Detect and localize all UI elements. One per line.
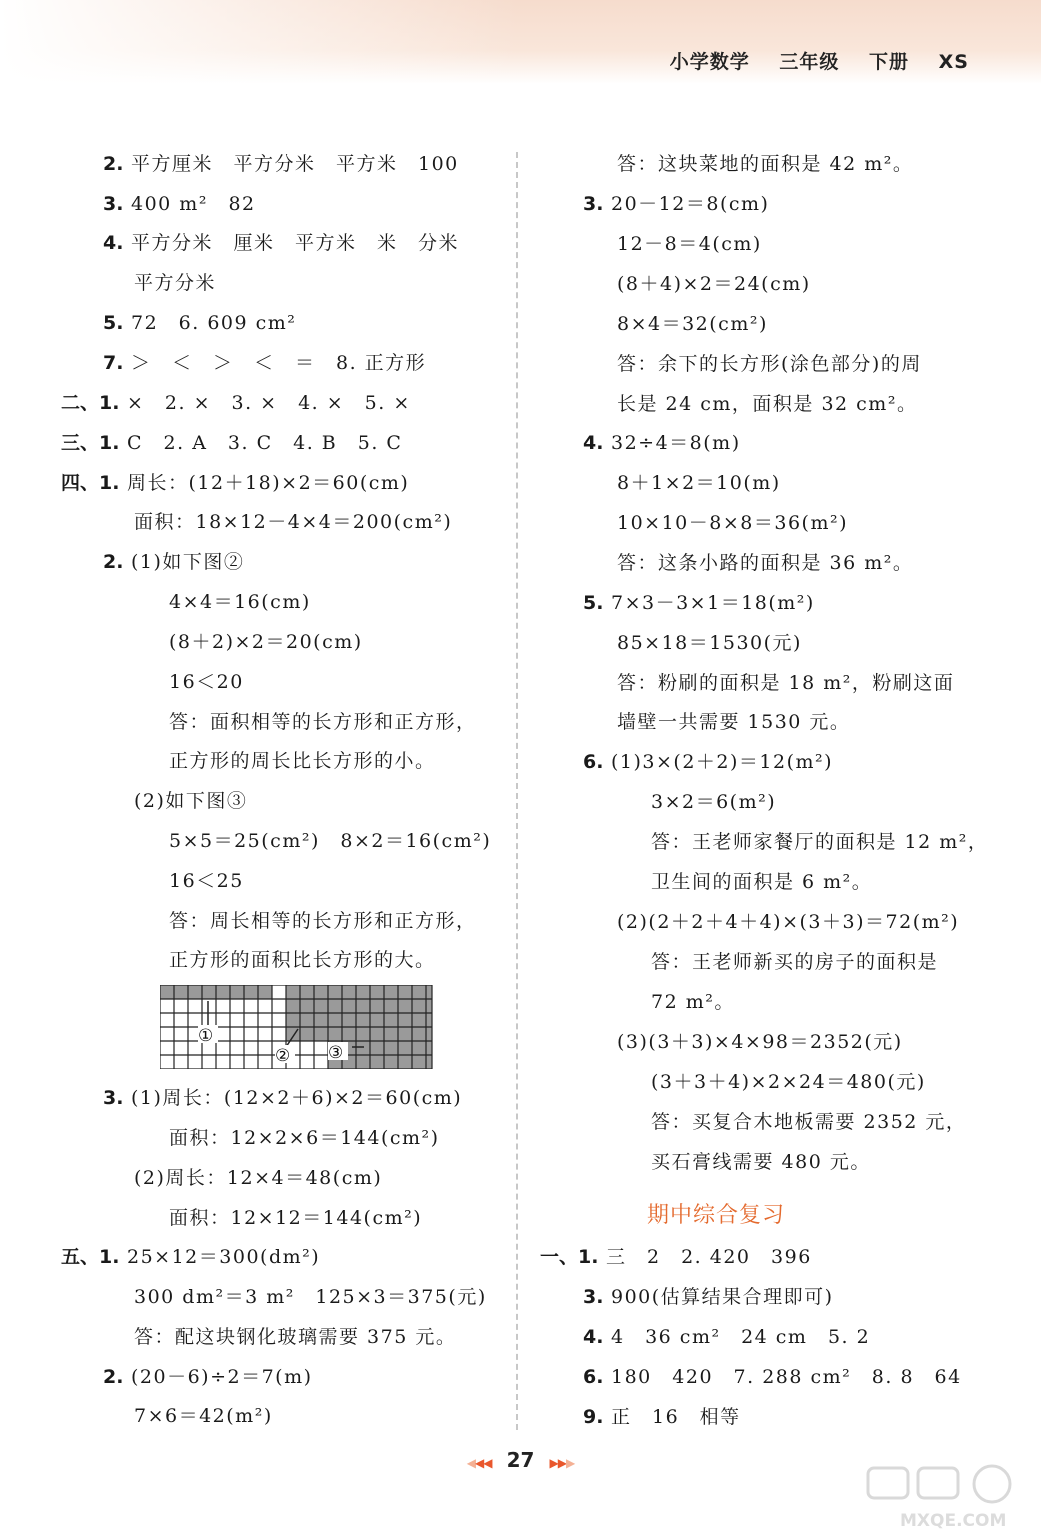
svg-text:MXQE.COM: MXQE.COM: [900, 1511, 1007, 1531]
answer-line: 正方形的周长比长方形的小。: [169, 750, 436, 772]
answer-line: 3. 900(估算结果合理即可): [583, 1286, 834, 1308]
answer-line: 答：这条小路的面积是 36 m²。: [617, 552, 914, 574]
section-title: 期中综合复习: [647, 1203, 786, 1228]
answer-line: 答：余下的长方形(涂色部分)的周: [617, 353, 922, 375]
answer-line: 2. (20－6)÷2＝7(m): [103, 1366, 313, 1388]
answer-line: 答：配这块钢化玻璃需要 375 元。: [134, 1326, 457, 1348]
answer-line: 72 m²。: [651, 991, 735, 1013]
answer-line: 三、1. C 2. A 3. C 4. B 5. C: [61, 432, 403, 454]
answer-line: (2)如下图③: [134, 790, 248, 812]
answer-line: 8×4＝32(cm²): [617, 313, 768, 335]
answer-line: 3. (1)周长：(12×2＋6)×2＝60(cm): [103, 1087, 463, 1109]
grid-figure: [160, 985, 435, 1073]
answer-line: 四、1. 周长：(12＋18)×2＝60(cm): [61, 472, 410, 494]
answer-line: (3＋3＋4)×2×24＝480(元): [651, 1071, 926, 1093]
answer-line: (8＋4)×2＝24(cm): [617, 273, 811, 295]
answer-line: 4. 4 36 cm² 24 cm 5. 2: [583, 1326, 871, 1348]
answer-line: 答：王老师家餐厅的面积是 12 m²，: [651, 831, 989, 853]
answer-line: 6. (1)3×(2＋2)＝12(m²): [583, 751, 834, 773]
volume-label: 下册: [869, 51, 910, 73]
answer-line: 300 dm²＝3 m² 125×3＝375(元): [134, 1286, 487, 1308]
answer-line: 一、1. 三 2 2. 420 396: [540, 1246, 812, 1268]
answer-line: 答：面积相等的长方形和正方形，: [169, 711, 477, 733]
answer-line: 墙壁一共需要 1530 元。: [617, 711, 851, 733]
figure-label-3: ③: [328, 1043, 344, 1063]
answer-line: 答：这块菜地的面积是 42 m²。: [617, 153, 914, 175]
answer-line: 85×18＝1530(元): [617, 632, 802, 654]
column-divider: [516, 152, 518, 1430]
answer-line: (3)(3＋3)×4×98＝2352(元): [617, 1031, 903, 1053]
answer-line: 16＜25: [169, 870, 244, 892]
edition-label: XS: [938, 51, 969, 73]
answer-line: 二、1. × 2. × 3. × 4. × 5. ×: [61, 392, 411, 414]
answer-line: (2)周长：12×4＝48(cm): [134, 1167, 383, 1189]
answer-line: 正方形的面积比长方形的大。: [169, 949, 436, 971]
answer-line: 答：王老师新买的房子的面积是: [651, 951, 939, 973]
answer-line: 5×5＝25(cm²) 8×2＝16(cm²): [169, 830, 492, 852]
answer-line: 9. 正 16 相等: [583, 1406, 741, 1428]
answer-line: 买石膏线需要 480 元。: [651, 1151, 871, 1173]
answer-line: 面积：18×12－4×4＝200(cm²): [134, 511, 453, 533]
answer-line: 3×2＝6(m²): [651, 791, 777, 813]
answer-line: 五、1. 25×12＝300(dm²): [61, 1246, 321, 1268]
page-number: 27: [506, 1448, 535, 1472]
answer-line: 4. 32÷4＝8(m): [583, 432, 741, 454]
answer-line: 2. (1)如下图②: [103, 551, 245, 573]
answer-line: 答：买复合木地板需要 2352 元，: [651, 1111, 967, 1133]
subject-label: 小学数学: [669, 51, 750, 73]
answer-line: 12－8＝4(cm): [617, 233, 762, 255]
answer-line: 7. ＞ ＜ ＞ ＜ ＝ 8. 正方形: [103, 352, 427, 374]
answer-line: 面积：12×12＝144(cm²): [169, 1207, 423, 1229]
figure-label-1: ①: [198, 1026, 214, 1046]
arrow-right-icon: ▶▶▶: [549, 1456, 575, 1470]
answer-line: 3. 20－12＝8(cm): [583, 193, 770, 215]
answer-line: 4×4＝16(cm): [169, 591, 311, 613]
answer-line: 5. 72 6. 609 cm²: [103, 312, 297, 334]
answer-line: 平方分米: [134, 272, 217, 294]
arrow-left-icon: ◀◀◀: [466, 1456, 492, 1470]
answer-line: 答：粉刷的面积是 18 m²，粉刷这面: [617, 672, 955, 694]
answer-line: 10×10－8×8＝36(m²): [617, 512, 849, 534]
watermark-logo: [860, 1460, 1030, 1532]
figure-label-2: ②: [275, 1046, 291, 1066]
answer-line: (2)(2＋2＋4＋4)×(3＋3)＝72(m²): [617, 911, 960, 933]
answer-line: 3. 400 m² 82: [103, 193, 256, 215]
answer-line: 8＋1×2＝10(m): [617, 472, 781, 494]
answer-line: 面积：12×2×6＝144(cm²): [169, 1127, 440, 1149]
answer-line: 卫生间的面积是 6 m²。: [651, 871, 873, 893]
answer-line: 长是 24 cm，面积是 32 cm²。: [617, 393, 918, 415]
grade-label: 三年级: [779, 51, 840, 73]
book-header: [648, 47, 969, 74]
answer-line: 2. 平方厘米 平方分米 平方米 100: [103, 153, 459, 175]
answer-line: 4. 平方分米 厘米 平方米 米 分米: [103, 232, 460, 254]
answer-line: 答：周长相等的长方形和正方形，: [169, 910, 477, 932]
answer-line: 16＜20: [169, 671, 244, 693]
answer-line: 6. 180 420 7. 288 cm² 8. 8 64: [583, 1366, 962, 1388]
answer-line: 7×6＝42(m²): [134, 1405, 273, 1427]
answer-line: 5. 7×3－3×1＝18(m²): [583, 592, 815, 614]
answer-line: (8＋2)×2＝20(cm): [169, 631, 363, 653]
